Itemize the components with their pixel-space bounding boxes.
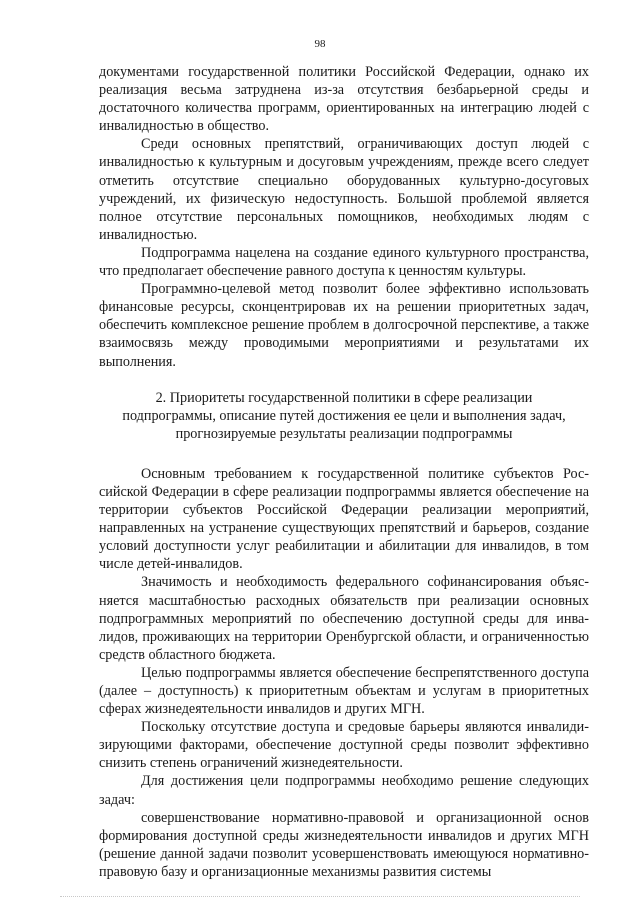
- paragraph: Подпрограмма нацелена на создание единого культурного пространства, что предполагает обеспечение равного доступа к ценностям культуры.: [99, 244, 589, 280]
- paragraph: Среди основных препятствий, ограничивающих доступ людей с инвалидностью к культурным и досуговым учреждениям, прежде всего следует отметить отсутствие специально оборудованных культурно-досуговых учреждений, их физическую недоступность. Большой проблемой является полное отсутствие персональных помощников, необходимых людям с инвалидностью.: [99, 136, 589, 243]
- section-heading-line: прогнозируемые результаты реализации подпрограммы: [175, 425, 513, 442]
- paragraph: документами государственной политики Российской Федерации, однако их реализация весьма затруднена из-за отсутствия безбарьерной среды и достаточного количества программ, ориентированных на интеграцию людей с инвалидностью в общество.: [99, 64, 589, 135]
- paragraph: Значимость и необходимость федерального софинансирования объясняется масштабностью расходных обязательств при реализации основных подпрограммных мероприятий по обеспечению доступной среды для инвалидов, проживающих на территории Оренбургской области, и ограниченностью средств областного бюджета.: [99, 574, 589, 663]
- paragraph: Программно-целевой метод позволит более эффективно использовать финансовые ресурсы, сконцентрировав их на решении приоритетных задач, обеспечить комплексное решение проблем в долгосрочной перспективе, а также взаимосвязь между проводимыми мероприятиями и результатами их выполнения.: [99, 281, 589, 370]
- paragraph: Поскольку отсутствие доступа и средовые барьеры являются инвалидизирующими факторами, обеспечение доступной среды позволит эффективно снизить степень ограничений жизнедеятельности.: [99, 719, 589, 772]
- paragraph: Основным требованием к государственной политике субъектов Российской Федерации в сфере реализации подпрограммы является обеспечение на территории субъектов Российской Федерации реализации мероприятий, направленных на устранение существующих препятствий и барьеров, создание условий доступности услуг реабилитации и абилитации для инвалидов, в том числе детей-инвалидов.: [99, 465, 589, 573]
- paragraph: Целью подпрограммы является обеспечение беспрепятственного доступа (далее – доступность) к приоритетным объектам и услугам в приоритетных сферах жизнедеятельности инвалидов и других МГН.: [99, 664, 589, 718]
- section-heading-line: подпрограммы, описание путей достижения ее цели и выполнения задач,: [122, 407, 566, 424]
- section-heading-line: 2. Приоритеты государственной политики в сфере реализации: [155, 389, 533, 406]
- paragraph: совершенствование нормативно-правовой и организационной основ формирования доступной среды жизнедеятельности инвалидов и других МГН (решение данной задачи позволит усовершенствовать имеющуюся нормативно-правовую базу и организационные механизмы развития системы: [99, 809, 589, 880]
- scan-artifact-line: [60, 896, 580, 899]
- paragraph: Для достижения цели подпрограммы необходимо решение следующих задач:: [99, 773, 589, 808]
- section-heading: [99, 389, 589, 443]
- document-body: [99, 63, 589, 881]
- page-number: 98: [314, 38, 326, 50]
